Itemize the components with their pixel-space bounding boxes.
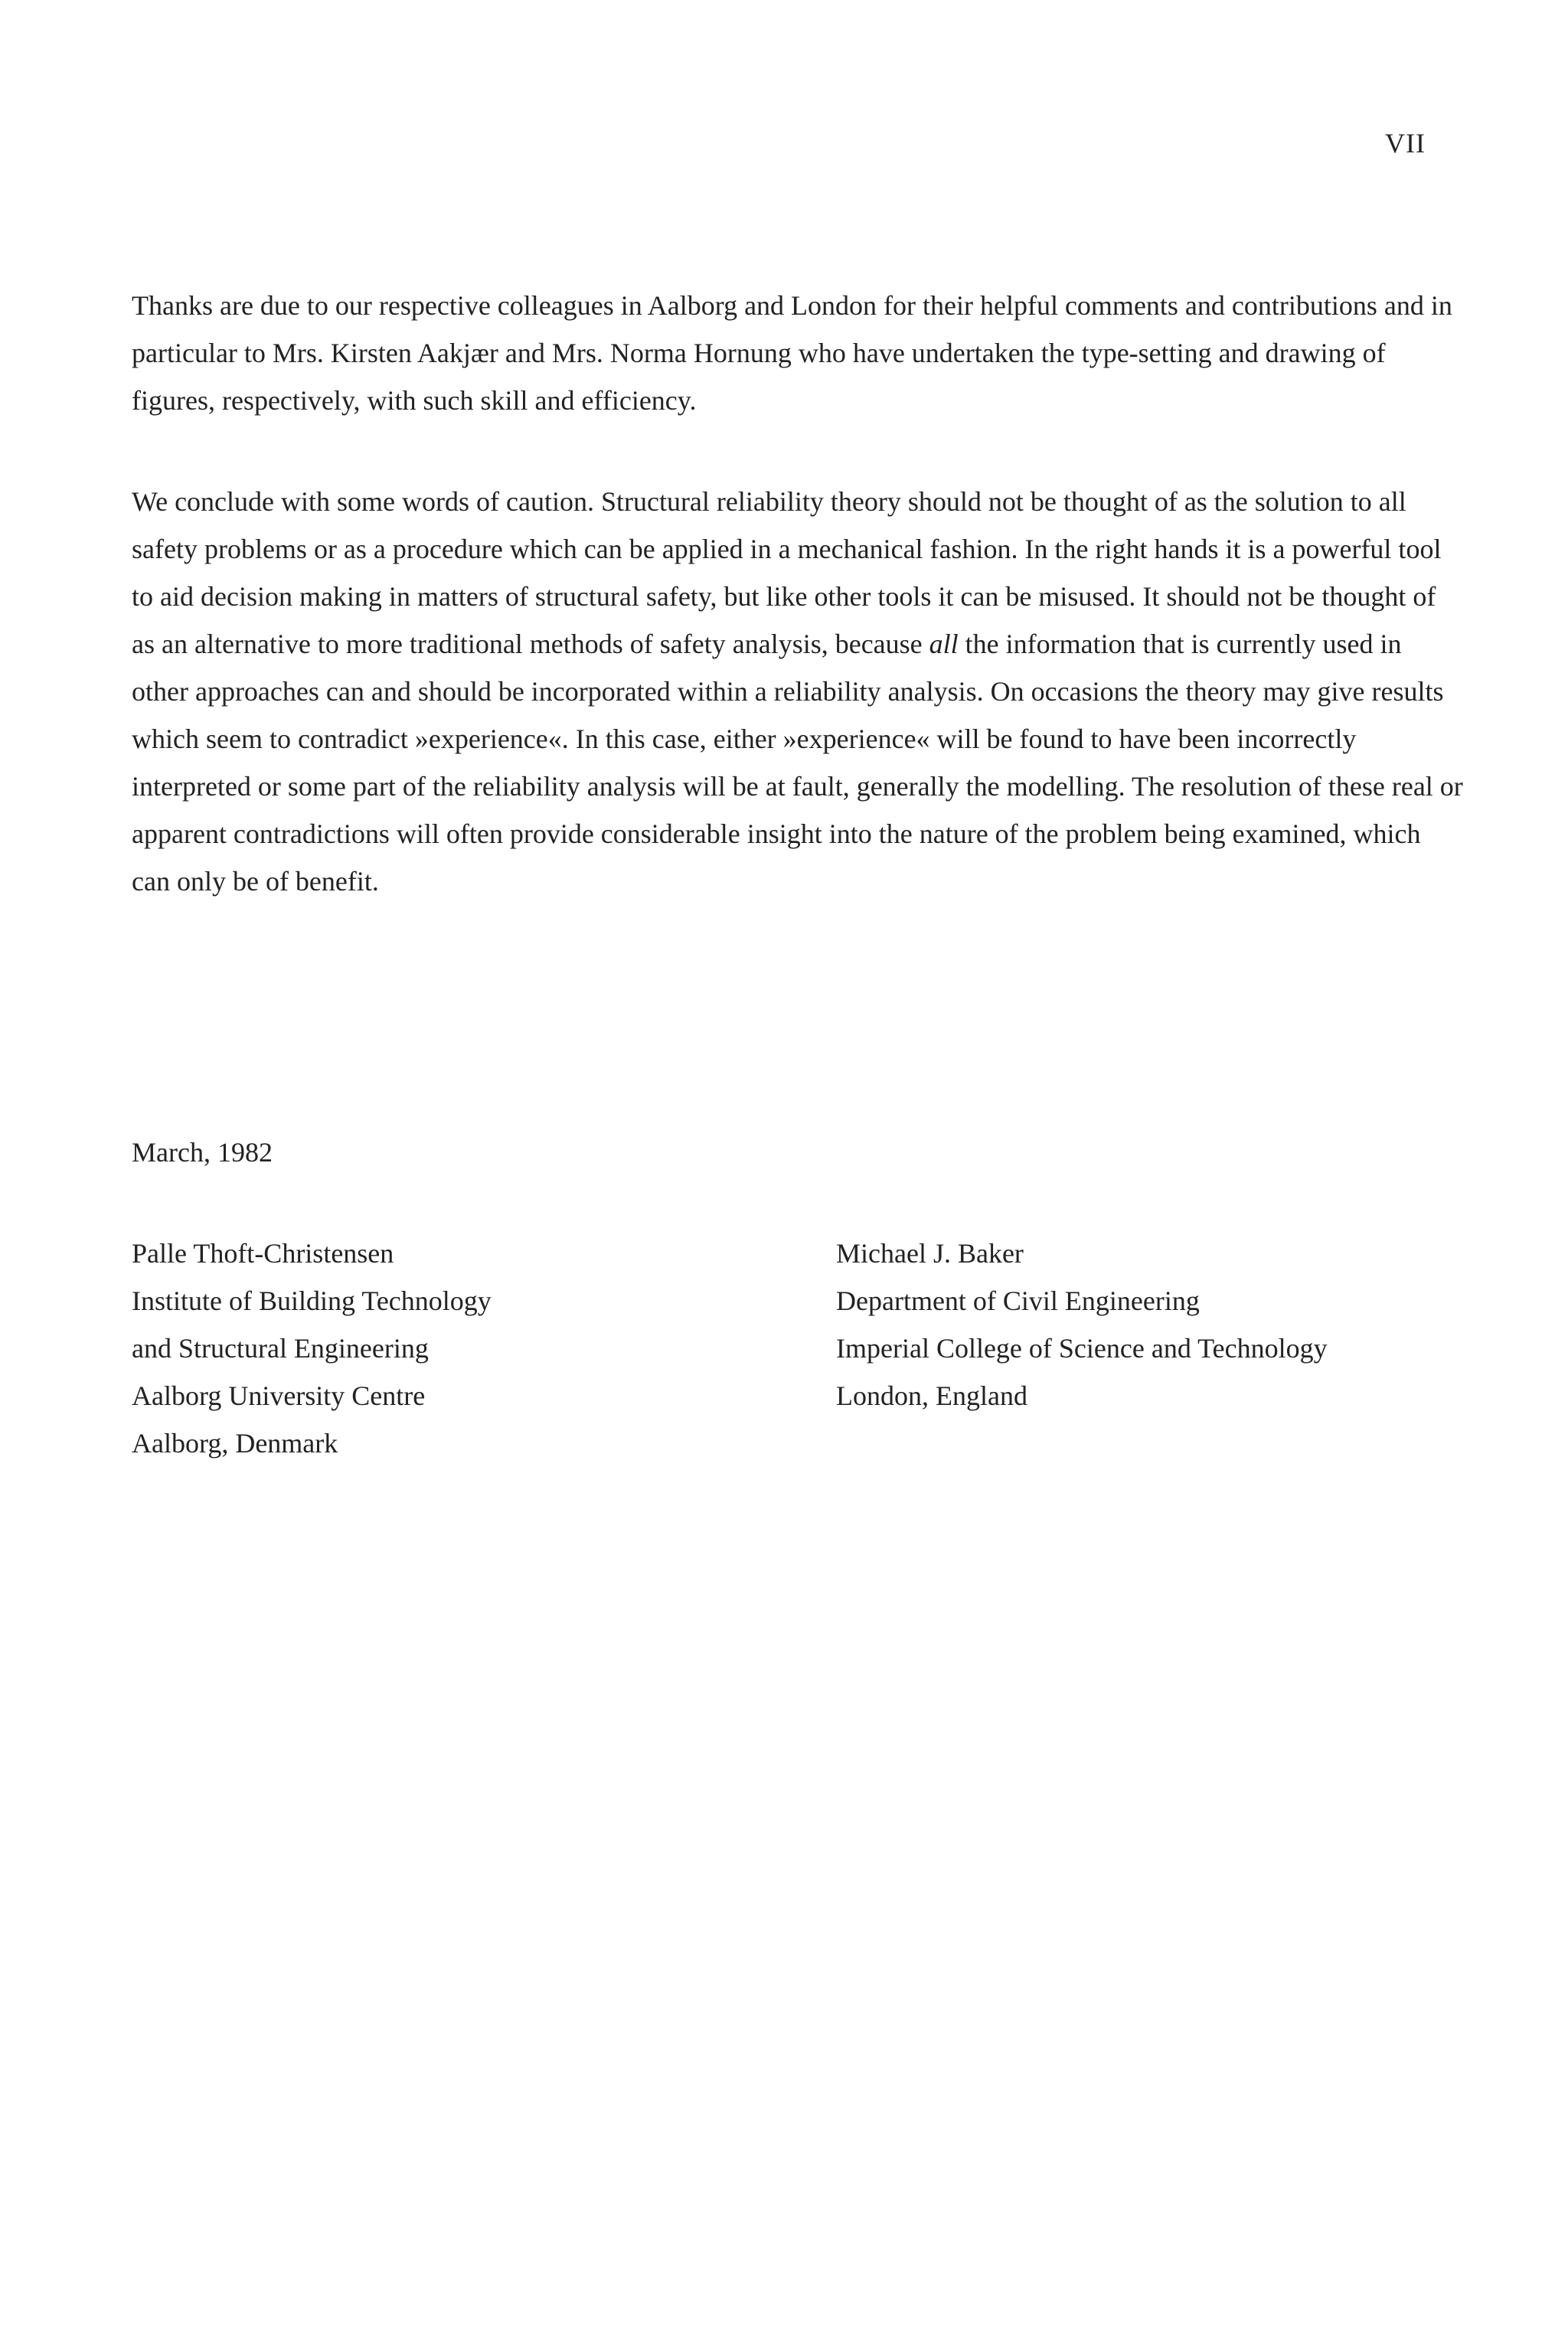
author-affiliation-line: and Structural Engineering — [132, 1333, 429, 1364]
preface-date: March, 1982 — [132, 1137, 273, 1168]
caution-text-part-2: the information that is currently used in other approaches can and should be incorporated within a reliability analysis. On occasions the theory may give results which seem to contradict »experience«. In this case, either »experience« will be found to have been incorrectly interpreted or some part of the reliability analysis will be at fault, generally the modelling. The resolution of these real or apparent contradictions will often provide considerable insight into the nature of the problem being examined, which can only be of benefit. — [132, 629, 1463, 897]
acknowledgement-paragraph: Thanks are due to our respective colleagues in Aalborg and London for their helpful comments and contributions and in particular to Mrs. Kirsten Aakjær and Mrs. Norma Hornung who have undertaken the type-setting and drawing of figures, respectively, with such skill and efficiency. — [132, 290, 1452, 416]
author-affiliation-line: Institute of Building Technology — [132, 1286, 492, 1316]
caution-paragraph — [132, 478, 1464, 905]
author-block-left — [132, 1230, 744, 1467]
author-block-right — [836, 1230, 1494, 1419]
author-affiliation-line: Aalborg University Centre — [132, 1380, 426, 1411]
author-location: Aalborg, Denmark — [132, 1428, 338, 1459]
caution-emphasis: all — [929, 629, 959, 659]
author-location: London, England — [836, 1380, 1027, 1411]
page-number: VII — [1385, 128, 1426, 158]
author-name: Palle Thoft-Christensen — [132, 1238, 394, 1269]
author-name: Michael J. Baker — [836, 1238, 1024, 1269]
author-affiliation-line: Department of Civil Engineering — [836, 1286, 1200, 1316]
author-affiliation-line: Imperial College of Science and Technology — [836, 1333, 1328, 1364]
caution-text-part-1: We conclude with some words of caution. Structural reliability theory should not be thought of as the solution to all safety problems or as a procedure which can be applied in a mechanical fashion. In the right hands it is a powerful tool to aid decision making in matters of structural safety, but like other tools it can be misused. It should not be thought of as an alternative to more traditional methods of safety analysis, because — [132, 486, 1442, 659]
